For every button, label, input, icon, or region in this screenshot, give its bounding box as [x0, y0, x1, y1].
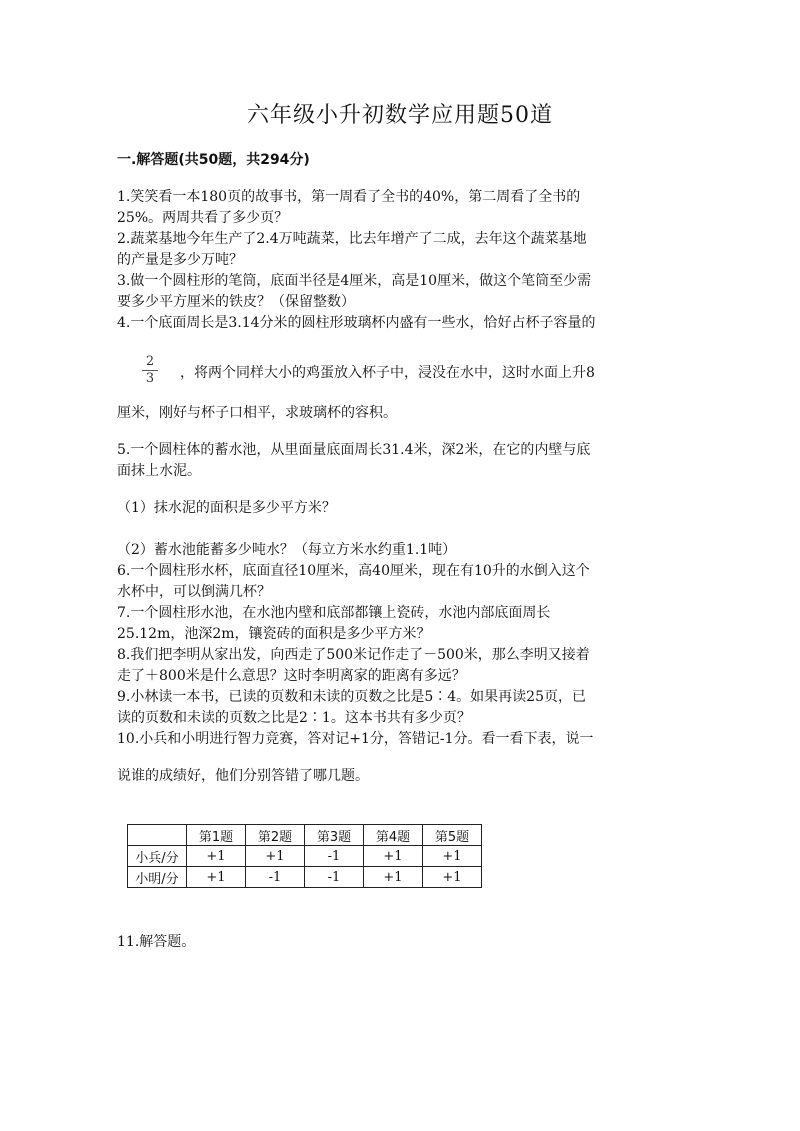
question-2-line-2: 的产量是多少万吨？ [117, 252, 243, 268]
table-header-cell: 第2题 [246, 825, 305, 846]
score-table [127, 824, 482, 888]
table-row-label: 小兵/分 [128, 846, 187, 867]
question-1-line-1: 1.笑笑看一本180页的故事书，第一周看了全书的40%，第二周看了全书的 [117, 189, 581, 205]
section-heading: 一.解答题(共50题，共294分) [117, 152, 310, 168]
question-5-line-2: 面抹上水泥。 [117, 463, 201, 479]
question-9-line-2: 读的页数和未读的页数之比是2∶1。这本书共有多少页？ [117, 710, 471, 726]
question-6-line-2: 水杯中，可以倒满几杯？ [117, 584, 271, 600]
question-5-line-1: 5.一个圆柱体的蓄水池，从里面量底面周长31.4米，深2米，在它的内壁与底 [117, 442, 591, 458]
table-row [128, 867, 482, 888]
question-4-line-3: 厘米，刚好与杯子口相平，求玻璃杯的容积。 [117, 405, 397, 421]
question-5-sub-1: （1）抹水泥的面积是多少平方米？ [117, 500, 336, 516]
question-7-line-2: 25.12m，池深2m，镶瓷砖的面积是多少平方米？ [117, 626, 431, 642]
question-8-line-1: 8.我们把李明从家出发，向西走了500米记作走了－500米，那么李明又接着 [117, 647, 590, 663]
question-3-line-2: 要多少平方厘米的铁皮？（保留整数） [117, 294, 355, 310]
table-cell: +1 [246, 846, 305, 867]
question-3-line-1: 3.做一个圆柱形的笔筒，底面半径是4厘米，高是10厘米，做这个笔筒至少需 [117, 273, 592, 289]
table-cell: -1 [246, 867, 305, 888]
table-header-cell: 第3题 [305, 825, 364, 846]
question-4-line-1: 4.一个底面周长是3.14分米的圆柱形玻璃杯内盛有一些水，恰好占杯子容量的 [117, 315, 596, 331]
fraction-two-thirds [140, 355, 160, 386]
table-cell: +1 [423, 846, 482, 867]
question-11: 11.解答题。 [117, 934, 196, 950]
table-header-row [128, 825, 482, 846]
table-row [128, 846, 482, 867]
question-4-line-2: ，将两个同样大小的鸡蛋放入杯子中，浸没在水中，这时水面上升8 [180, 365, 595, 381]
question-6-line-1: 6.一个圆柱形水杯，底面直径10厘米，高40厘米，现在有10升的水倒入这个 [117, 563, 590, 579]
question-7-line-1: 7.一个圆柱形水池，在水池内壁和底部都镶上瓷砖，水池内部底面周长 [117, 605, 551, 621]
table-header-cell: 第1题 [187, 825, 246, 846]
page-title: 六年级小升初数学应用题50道 [247, 103, 553, 128]
question-2-line-1: 2.蔬菜基地今年生产了2.4万吨蔬菜，比去年增产了二成，去年这个蔬菜基地 [117, 231, 587, 247]
table-cell: -1 [305, 846, 364, 867]
table-cell: +1 [423, 867, 482, 888]
table-cell: +1 [364, 846, 423, 867]
table-cell: -1 [305, 867, 364, 888]
table-header-cell [128, 825, 187, 846]
fraction-denominator: 3 [145, 371, 155, 386]
fraction-numerator: 2 [145, 354, 155, 369]
table-header-cell: 第5题 [423, 825, 482, 846]
question-1-line-2: 25%。两周共看了多少页？ [117, 210, 289, 226]
table-cell: +1 [187, 846, 246, 867]
question-5-sub-2: （2）蓄水池能蓄多少吨水？（每立方米水约重1.1吨） [117, 542, 457, 558]
table-header-cell: 第4题 [364, 825, 423, 846]
question-9-line-1: 9.小林读一本书，已读的页数和未读的页数之比是5∶4。如果再读25页，已 [117, 689, 586, 705]
table-cell: +1 [187, 867, 246, 888]
question-8-line-2: 走了＋800米是什么意思？这时李明离家的距离有多远？ [117, 668, 466, 684]
table-cell: +1 [364, 867, 423, 888]
question-10-line-1: 10.小兵和小明进行智力竞赛，答对记+1分，答错记-1分。看一看下表，说一 [117, 731, 594, 747]
question-10-line-2: 说谁的成绩好，他们分别答错了哪几题。 [117, 768, 369, 784]
table-row-label: 小明/分 [128, 867, 187, 888]
